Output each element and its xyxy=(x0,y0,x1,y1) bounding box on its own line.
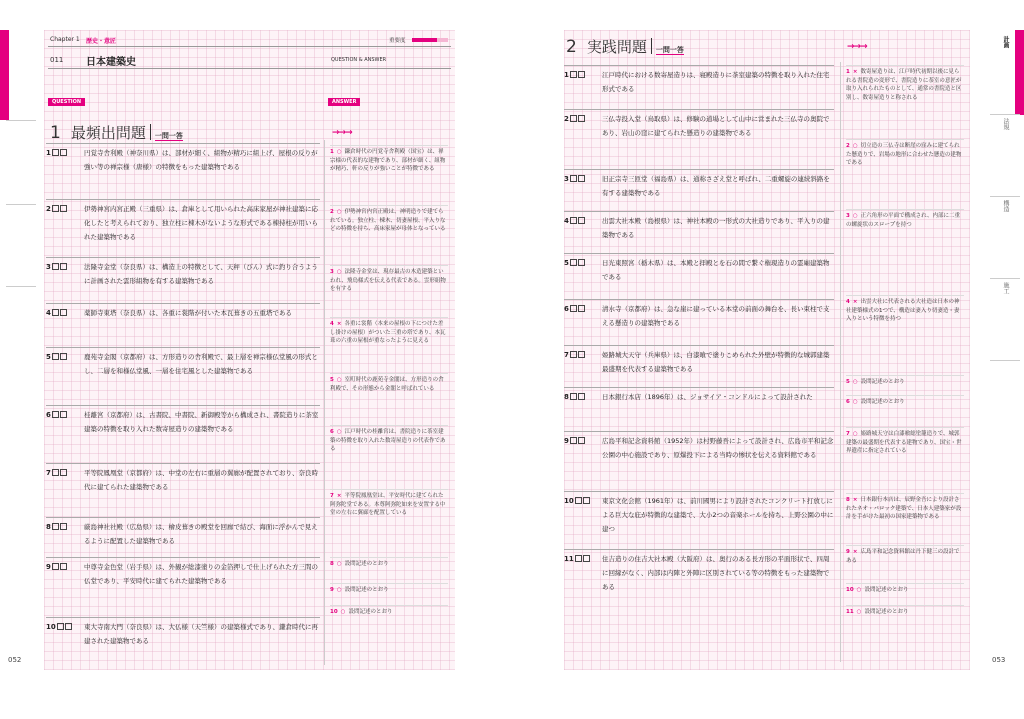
question-text: 旧正宗寺三匝堂（福島県）は、通称さざえ堂と呼ばれ、二重螺旋の連続斜路を有する建築物である xyxy=(602,175,830,197)
header-rule xyxy=(48,46,451,47)
checkbox[interactable] xyxy=(570,305,577,312)
answer-item xyxy=(330,268,448,294)
right-section-heading xyxy=(566,36,684,57)
question-number xyxy=(564,115,585,123)
answer-rule xyxy=(846,209,964,210)
answer-mark: × xyxy=(852,549,858,555)
answer-text: 広島平和記念資料館は丹下健三の設計である xyxy=(846,549,960,564)
answer-mark: ○ xyxy=(336,587,342,593)
answer-text: 数寄屋造りは、江戸時代初期以後に見られる書院造の変形で、書院造りに茶室の意匠が取り入れられたものとして、通常の書院造と区別し、数寄屋造りと称される xyxy=(846,69,962,101)
question-text: 平等院鳳凰堂（京都府）は、中堂の左右に重層の翼廊が配置されており、奈良時代に建てられた建築物である xyxy=(84,469,318,491)
qa-label: QUESTION & ANSWER xyxy=(331,57,387,63)
answer-text: 設問記述のとおり xyxy=(864,587,909,593)
checkbox[interactable] xyxy=(583,497,590,504)
checkbox[interactable] xyxy=(578,115,585,122)
answer-mark: ○ xyxy=(336,269,342,275)
question-number xyxy=(564,393,585,401)
answer-mark: × xyxy=(336,493,342,499)
question-rule xyxy=(46,347,320,348)
answer-item xyxy=(846,68,964,102)
checkbox[interactable] xyxy=(570,175,577,182)
answer-mark: ○ xyxy=(852,399,858,405)
right-section-badge: 一問一答 xyxy=(655,46,684,54)
answer-text: 設問記述のとおり xyxy=(348,609,393,615)
checkbox[interactable] xyxy=(52,205,59,212)
question-rule xyxy=(46,557,320,558)
question-text: 桂離宮（京都府）は、古書院、中書院、新御殿等から構成され、書院造りに茶室建築の特徴を取り入れた数寄屋造りの建築物である xyxy=(84,411,319,433)
question-text: 東京文化会館（1961年）は、前川國男により設計されたコンクリート打放しによる巨大な庇が特徴的な建築で、大小2つの音楽ホールを持ち、上野公園の中に建つ xyxy=(602,497,834,533)
question-number-text: 6 xyxy=(564,305,569,313)
checkbox[interactable] xyxy=(570,217,577,224)
answer-mark: ○ xyxy=(336,429,342,435)
question-rule xyxy=(564,431,834,432)
answer-item xyxy=(846,586,964,595)
checkbox[interactable] xyxy=(570,115,577,122)
checkbox[interactable] xyxy=(60,563,67,570)
answer-text: 設問記述のとおり xyxy=(864,609,909,615)
question-rule xyxy=(564,109,834,110)
answer-number: 6 xyxy=(846,399,850,405)
checkbox[interactable] xyxy=(52,523,59,530)
right-page-number: 053 xyxy=(992,656,1006,664)
checkbox[interactable] xyxy=(578,71,585,78)
question-text: 伊勢神宮内宮正殿（三重県）は、倉庫として用いられた高床家屋が神社建築に応化したと考えられており、独立柱に棟木がないような形式である棟持柱が用いられた建築物である xyxy=(84,205,318,241)
right-edge-tab xyxy=(1015,30,1024,115)
section-heading xyxy=(50,122,183,143)
checkbox[interactable] xyxy=(575,555,582,562)
answer-rule xyxy=(846,605,964,606)
checkbox[interactable] xyxy=(60,263,67,270)
checkbox[interactable] xyxy=(60,353,67,360)
checkbox[interactable] xyxy=(60,205,67,212)
question-rule xyxy=(564,345,834,346)
answer-number: 2 xyxy=(846,143,850,149)
question-text: 鹿苑寺金閣（京都府）は、方形造りの舎利殿で、最上層を禅宗様仏堂風の形式とし、二層を和様仏堂風、一層を住宅風とした建築物である xyxy=(84,353,318,375)
side-index-label[interactable]: 計画 xyxy=(1002,36,1009,48)
question-text: 姫路城大天守（兵庫県）は、白漆喰で塗りこめられた外壁が特徴的な城郭建築最盛期を代表する建築物である xyxy=(602,351,830,373)
answer-mark: ○ xyxy=(340,609,346,615)
answer-rule xyxy=(330,605,448,606)
answer-rule xyxy=(846,65,964,66)
question-tag: QUESTION xyxy=(48,98,85,106)
side-rule xyxy=(6,286,36,287)
checkbox[interactable] xyxy=(570,71,577,78)
question-rule xyxy=(564,387,834,388)
answer-text: 鎌倉時代の円覚寺舎利殿（国宝）は、禅宗様の代表的な建物であり、部材が細く、組物が精巧、軒の反りが強いことが特徴である xyxy=(330,149,446,173)
question-number xyxy=(564,555,590,563)
answer-mark: ○ xyxy=(852,213,858,219)
question-number xyxy=(46,623,72,631)
answer-rule xyxy=(330,557,448,558)
question-rule xyxy=(46,405,320,406)
answer-number: 4 xyxy=(330,321,334,327)
checkbox[interactable] xyxy=(52,563,59,570)
checkbox[interactable] xyxy=(60,411,67,418)
answer-text: 出雲大社に代表される大社造は日本の神社建築様式の1つで、構造は妻入り切妻造・妻入りという特徴を持つ xyxy=(846,299,960,323)
answer-rule xyxy=(330,583,448,584)
answer-mark: × xyxy=(852,497,858,503)
answer-number: 6 xyxy=(330,429,334,435)
side-index-rule xyxy=(990,278,1020,279)
question-number-text: 8 xyxy=(564,393,569,401)
question-number xyxy=(46,353,67,361)
question-number xyxy=(564,497,590,505)
right-section-bar xyxy=(651,38,652,54)
answer-number: 5 xyxy=(846,379,850,385)
answer-mark: ○ xyxy=(856,587,862,593)
answer-item xyxy=(846,142,964,168)
side-index-rule xyxy=(990,114,1020,115)
checkbox[interactable] xyxy=(578,393,585,400)
checkbox[interactable] xyxy=(57,623,64,630)
answer-item xyxy=(330,148,448,174)
question-number xyxy=(564,217,585,225)
answer-item xyxy=(846,496,964,522)
question-number-text: 8 xyxy=(46,523,51,531)
question-rule xyxy=(564,169,834,170)
importance-meter xyxy=(412,38,448,42)
qa-divider xyxy=(324,140,325,665)
answer-rule xyxy=(846,545,964,546)
question-number-text: 2 xyxy=(564,115,569,123)
right-arrow-icon: →→→ xyxy=(847,42,867,52)
question-rule xyxy=(564,211,834,212)
answer-item xyxy=(330,208,448,234)
question-rule xyxy=(564,65,834,66)
checkbox[interactable] xyxy=(60,149,67,156)
answer-number: 10 xyxy=(330,609,338,615)
question-number xyxy=(46,205,67,213)
checkbox[interactable] xyxy=(52,469,59,476)
answer-number: 11 xyxy=(846,609,854,615)
answer-mark: ○ xyxy=(336,377,342,383)
question-number-text: 10 xyxy=(46,623,56,631)
question-number xyxy=(46,263,67,271)
question-number-text: 1 xyxy=(564,71,569,79)
checkbox[interactable] xyxy=(570,393,577,400)
answer-item xyxy=(330,560,448,569)
answer-item xyxy=(846,548,964,565)
checkbox[interactable] xyxy=(578,351,585,358)
title-rule xyxy=(48,68,451,69)
checkbox[interactable] xyxy=(575,497,582,504)
answer-text: 平等院鳳凰堂は、平安時代に建てられた阿弥陀堂である。本尊阿弥陀如来を安置する中堂の左右に翼廊を配置している xyxy=(330,493,446,517)
answer-text: 設問記述のとおり xyxy=(860,399,905,405)
question-text: 厳島神社社殿（広島県）は、檜皮葺きの殿堂を回廊で結び、海面に浮かんで見えるように配置した建築物である xyxy=(84,523,318,545)
section-badge: 一問一答 xyxy=(154,132,183,140)
answer-text: 設問記述のとおり xyxy=(860,379,905,385)
question-text: 清水寺（京都府）は、急な崖に建っている本堂の前面の舞台を、長い束柱で支える懸造りの建築物である xyxy=(602,305,830,327)
right-section-title: 実践問題 xyxy=(586,38,647,56)
question-number-text: 11 xyxy=(564,555,574,563)
answer-rule xyxy=(846,139,964,140)
answer-rule xyxy=(330,265,448,266)
question-number xyxy=(46,149,67,157)
section-title: 最頻出問題 xyxy=(70,124,146,142)
question-rule xyxy=(46,199,320,200)
question-number-text: 9 xyxy=(564,437,569,445)
checkbox[interactable] xyxy=(570,259,577,266)
answer-number: 7 xyxy=(846,431,850,437)
question-number xyxy=(46,411,67,419)
question-number-text: 3 xyxy=(564,175,569,183)
checkbox[interactable] xyxy=(52,353,59,360)
answer-item xyxy=(846,398,964,407)
page-number: 052 xyxy=(8,656,22,664)
question-text: 法隆寺金堂（奈良県）は、構造上の特徴として、天秤（びん）式に釣り合うように計画された雲形組物を有する建築物である xyxy=(84,263,318,285)
answer-item xyxy=(330,492,448,518)
answer-number: 10 xyxy=(846,587,854,593)
question-number-text: 4 xyxy=(46,309,51,317)
answer-text: 法隆寺金堂は、現存最古の木造建築といわれ、飛鳥様式を伝える代表である。雲形組物を有する xyxy=(330,269,446,293)
answer-number: 4 xyxy=(846,299,850,305)
checkbox[interactable] xyxy=(60,309,67,316)
question-rule xyxy=(46,617,320,618)
question-number xyxy=(564,259,585,267)
answer-item xyxy=(330,586,448,595)
question-number-text: 4 xyxy=(564,217,569,225)
answer-rule xyxy=(846,375,964,376)
answer-mark: ○ xyxy=(852,379,858,385)
answer-text: 日本銀行本店は、辰野金吾により設計されたネオ・バロック建築で、日本人建築家が設計を手がけた最初の国家建築物である xyxy=(846,497,962,521)
question-number-text: 7 xyxy=(46,469,51,477)
question-rule xyxy=(46,517,320,518)
question-text: 薬師寺東塔（奈良県）は、各重に裳階が付いた本瓦葺きの五重塔である xyxy=(84,309,292,317)
question-number xyxy=(46,523,67,531)
category-label: 歴史・意匠 xyxy=(86,38,117,45)
answer-item xyxy=(330,376,448,393)
answer-text: 室町時代の鹿苑寺金閣は、方形造りの舎利殿で、その形態から金閣と呼ばれている xyxy=(330,377,444,392)
arrow-icon: →→→ xyxy=(332,128,352,138)
answer-rule xyxy=(330,373,448,374)
answer-rule xyxy=(846,395,964,396)
question-rule xyxy=(46,463,320,464)
question-number-text: 1 xyxy=(46,149,51,157)
question-number-text: 7 xyxy=(564,351,569,359)
answer-text: 切立造の三仏寺は断崖の窪みに建てられた懸造りで、岩場の地形に合わせた懸造の建物である xyxy=(846,143,962,167)
checkbox[interactable] xyxy=(52,263,59,270)
checkbox[interactable] xyxy=(60,469,67,476)
right-section-number: 2 xyxy=(566,37,577,57)
answer-mark: × xyxy=(336,321,342,327)
importance-label: 重要度 xyxy=(389,38,406,44)
question-rule xyxy=(46,143,320,144)
answer-mark: ○ xyxy=(336,561,342,567)
answer-rule xyxy=(330,317,448,318)
answer-number: 9 xyxy=(330,587,334,593)
answer-number: 5 xyxy=(330,377,334,383)
answer-mark: ○ xyxy=(336,209,342,215)
answer-text: 各重に裳階（本来の屋根の下につけた差し掛けの屋根）がついた三重の塔であり、本瓦葺の六重の屋根が重なったように見える xyxy=(330,321,446,345)
answer-rule xyxy=(846,427,964,428)
question-text: 江戸時代における数寄屋造りは、寝殿造りに茶室建築の特徴を取り入れた住宅形式である xyxy=(602,71,830,93)
answer-mark: × xyxy=(852,69,858,75)
answer-number: 7 xyxy=(330,493,334,499)
side-index-rule xyxy=(990,196,1020,197)
chapter-label: Chapter 1 xyxy=(50,36,80,43)
answer-rule xyxy=(846,583,964,584)
checkbox[interactable] xyxy=(52,309,59,316)
question-number xyxy=(564,305,585,313)
question-number-text: 2 xyxy=(46,205,51,213)
side-index-rule xyxy=(990,360,1020,361)
checkbox[interactable] xyxy=(570,437,577,444)
answer-number: 8 xyxy=(846,497,850,503)
page-title: 日本建築史 xyxy=(86,57,136,68)
question-text: 日本銀行本店（1896年）は、ジョサイア・コンドルによって設計された xyxy=(602,393,813,401)
left-page xyxy=(8,30,455,670)
answer-mark: × xyxy=(852,299,858,305)
answer-text: 正六角形の平面で構成され、内部に二重の螺旋状のスロープを持つ xyxy=(846,213,960,228)
question-number-text: 5 xyxy=(46,353,51,361)
side-index-label[interactable]: 構造 xyxy=(1002,200,1009,212)
answer-number: 2 xyxy=(330,209,334,215)
question-number xyxy=(564,71,585,79)
answer-number: 1 xyxy=(330,149,334,155)
answer-rule xyxy=(330,145,448,146)
answer-text: 設問記述のとおり xyxy=(344,561,389,567)
question-text: 日光東照宮（栃木県）は、本殿と拝殿とを石の間で繋ぐ権現造りの霊廟建築物である xyxy=(602,259,830,281)
question-number-text: 3 xyxy=(46,263,51,271)
answer-number: 1 xyxy=(846,69,850,75)
checkbox[interactable] xyxy=(578,305,585,312)
answer-text: 設問記述のとおり xyxy=(344,587,389,593)
answer-number: 3 xyxy=(846,213,850,219)
checkbox[interactable] xyxy=(578,217,585,224)
checkbox[interactable] xyxy=(578,175,585,182)
question-number-text: 5 xyxy=(564,259,569,267)
question-text: 広島平和記念資料館（1952年）は村野藤吾によって設計され、広島市平和記念公園の中心施設であり、原爆投下による当時の惨状を伝える資料館である xyxy=(602,437,834,459)
side-rule xyxy=(6,120,36,121)
question-number-text: 9 xyxy=(46,563,51,571)
answer-item xyxy=(330,428,448,454)
question-text: 中尊寺金色堂（岩手県）は、外観が総漆塗りの金箔押しで仕上げられた方三間の仏堂であり、平安時代に建てられた建築物である xyxy=(84,563,318,585)
answer-mark: ○ xyxy=(336,149,342,155)
question-number xyxy=(46,563,67,571)
answer-mark: ○ xyxy=(852,143,858,149)
question-number xyxy=(46,469,67,477)
answer-text: 伊勢神宮内宮正殿は、神明造りで建てられている。独立柱、棟木、切妻屋根、平入りなどの特徴を持ち、高床家屋が母体となっている xyxy=(330,209,446,233)
answer-number: 3 xyxy=(330,269,334,275)
question-text: 円覚寺舎利殿（神奈川県）は、部材が細く、組物が精巧に組上げ、屋根の反りが強い等の禅宗様（唐様）の特徴をもった建築物である xyxy=(84,149,318,171)
checkbox[interactable] xyxy=(583,555,590,562)
left-edge-tab xyxy=(0,30,9,120)
question-text: 住吉造りの住吉大社本殿（大阪府）は、奥行のある長方形の平面形状で、四周に回縁がなく、内部は内陣と外陣に区別されている等の特徴をもった建築物である xyxy=(602,555,830,591)
question-rule xyxy=(564,299,834,300)
question-rule xyxy=(564,491,834,492)
answer-tag: ANSWER xyxy=(328,98,360,106)
answer-text: 姫路城天守は白漆喰総塗籠造りで、城郭建築の最盛期を代表する建物であり、国宝・世界遺産に指定されている xyxy=(846,431,962,455)
section-bar xyxy=(150,124,151,140)
checkbox[interactable] xyxy=(60,523,67,530)
question-number-text: 10 xyxy=(564,497,574,505)
answer-rule xyxy=(846,295,964,296)
answer-rule xyxy=(846,493,964,494)
side-index-label[interactable]: 法規 xyxy=(1002,118,1009,130)
checkbox[interactable] xyxy=(578,259,585,266)
answer-item xyxy=(330,608,448,617)
answer-rule xyxy=(330,489,448,490)
section-number: 1 xyxy=(50,123,61,143)
side-rule xyxy=(6,204,36,205)
section-code: 011 xyxy=(50,56,64,64)
question-text: 出雲大社本殿（島根県）は、神社本殿の一形式の大社造りであり、平入りの建築物である xyxy=(602,217,830,239)
question-rule xyxy=(46,257,320,258)
answer-number: 8 xyxy=(330,561,334,567)
answer-item xyxy=(846,298,964,324)
question-rule xyxy=(564,549,834,550)
side-index-label[interactable]: 施工 xyxy=(1002,282,1009,294)
answer-text: 江戸時代の桂離宮は、書院造りに茶室建築の特徴を取り入れた数寄屋造りの代表作である xyxy=(330,429,446,453)
right-qa-divider xyxy=(840,62,841,662)
checkbox[interactable] xyxy=(570,351,577,358)
answer-item xyxy=(846,430,964,456)
checkbox[interactable] xyxy=(65,623,72,630)
answer-mark: ○ xyxy=(856,609,862,615)
answer-item xyxy=(330,320,448,346)
answer-mark: ○ xyxy=(852,431,858,437)
question-rule xyxy=(564,253,834,254)
question-text: 三仏寺投入堂（鳥取県）は、修験の道場として山中に営まれた三仏寺の奥院であり、岩山の窪に建てられた懸造りの建築物である xyxy=(602,115,830,137)
question-number xyxy=(564,351,585,359)
answer-rule xyxy=(330,205,448,206)
checkbox[interactable] xyxy=(52,411,59,418)
question-number xyxy=(46,309,67,317)
checkbox[interactable] xyxy=(52,149,59,156)
answer-item xyxy=(846,378,964,387)
question-text: 東大寺南大門（奈良県）は、大仏様（天竺様）の建築様式であり、鎌倉時代に再建された建築物である xyxy=(84,623,318,645)
answer-item xyxy=(846,608,964,617)
question-number-text: 6 xyxy=(46,411,51,419)
answer-item xyxy=(846,212,964,229)
answer-rule xyxy=(330,425,448,426)
answer-number: 9 xyxy=(846,549,850,555)
checkbox[interactable] xyxy=(578,437,585,444)
question-number xyxy=(564,437,585,445)
question-number xyxy=(564,175,585,183)
question-rule xyxy=(46,303,320,304)
